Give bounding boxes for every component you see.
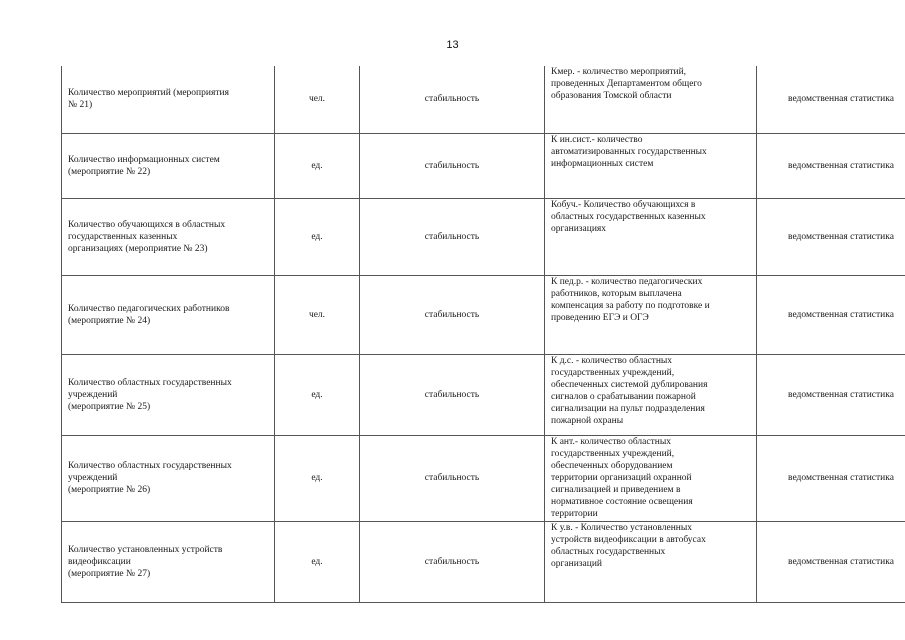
trend: стабильность	[424, 556, 480, 567]
unit-cell	[275, 521, 360, 602]
unit: ед.	[311, 231, 323, 242]
indicator-name: Количество установленных устройств видеофиксации (мероприятие № 27)	[68, 544, 223, 579]
trend-cell	[360, 275, 545, 354]
formula-cell	[545, 133, 757, 198]
formula: Кобуч.- Количество обучающихся в областных государственных казенных организациях	[551, 199, 706, 234]
table-row	[62, 133, 905, 198]
formula: К ант.- количество областных государственных учреждений, обеспеченных оборудованием территории организаций охранной сигнализацией и приведением в нормативное состояние освещения территории	[551, 436, 693, 519]
source: ведомственная статистика	[788, 160, 894, 171]
trend-cell	[360, 66, 545, 133]
indicators-table	[61, 66, 905, 603]
indicator-name-cell	[62, 354, 275, 435]
indicator-name: Количество областных государственных учреждений (мероприятие № 26)	[68, 461, 232, 495]
trend-cell	[360, 133, 545, 198]
unit-cell	[275, 198, 360, 275]
unit: чел.	[308, 309, 326, 320]
source-cell	[757, 354, 905, 435]
indicator-name-cell	[62, 133, 275, 198]
formula: К д.с. - количество областных государственных учреждений, обеспеченных системой дублирования сигналов о срабатывании пожарной сигнализации на пульт подразделения пожарной охраны	[551, 355, 708, 426]
indicator-name: Количество информационных систем (мероприятие № 22)	[68, 154, 220, 177]
trend: стабильность	[424, 231, 480, 242]
unit-cell	[275, 275, 360, 354]
source-cell	[757, 521, 905, 602]
unit-cell	[275, 354, 360, 435]
formula: К пед.р. - количество педагогических работников, которым выплачена компенсация за работу по подготовке и проведению ЕГЭ и ОГЭ	[551, 276, 710, 323]
trend: стабильность	[424, 473, 480, 483]
trend-cell	[360, 435, 545, 521]
indicator-name-cell	[62, 66, 275, 133]
formula-cell	[545, 354, 757, 435]
formula-cell	[545, 198, 757, 275]
indicator-name-cell	[62, 275, 275, 354]
source: ведомственная статистика	[788, 231, 894, 242]
source: ведомственная статистика	[788, 389, 894, 400]
indicator-name: Количество мероприятий (мероприятия № 21)	[68, 88, 229, 111]
source: ведомственная статистика	[788, 556, 894, 567]
formula: К у.в. - Количество установленных устройств видеофиксации в автобусах областных государственных организаций	[551, 522, 706, 569]
unit: ед.	[311, 556, 323, 567]
table-row	[62, 275, 905, 354]
unit-cell	[275, 435, 360, 521]
page-number: 13	[446, 39, 459, 51]
source-cell	[757, 133, 905, 198]
unit: ед.	[311, 160, 323, 171]
source-cell	[757, 435, 905, 521]
trend-cell	[360, 521, 545, 602]
unit: ед.	[311, 389, 323, 400]
indicator-name-cell	[62, 521, 275, 602]
indicator-name-cell	[62, 435, 275, 521]
unit: ед.	[311, 473, 323, 483]
source-cell	[757, 66, 905, 133]
source-cell	[757, 275, 905, 354]
source: ведомственная статистика	[788, 94, 894, 105]
source: ведомственная статистика	[788, 309, 894, 320]
formula: Кмер. - количество мероприятий, проведенных Департаментом общего образования Томской области	[551, 67, 702, 101]
unit-cell	[275, 133, 360, 198]
indicator-name: Количество областных государственных учреждений (мероприятие № 25)	[68, 377, 232, 412]
formula-cell	[545, 66, 757, 133]
indicator-name-cell	[62, 198, 275, 275]
trend: стабильность	[424, 389, 480, 400]
source: ведомственная статистика	[788, 473, 894, 483]
indicator-name: Количество педагогических работников (мероприятие № 24)	[68, 303, 230, 326]
table-row	[62, 435, 905, 521]
trend-cell	[360, 198, 545, 275]
table-row	[62, 198, 905, 275]
formula-cell	[545, 275, 757, 354]
table-row	[62, 521, 905, 602]
unit: чел.	[308, 94, 326, 105]
trend: стабильность	[424, 160, 480, 171]
table-row	[62, 66, 905, 133]
formula-cell	[545, 521, 757, 602]
unit-cell	[275, 66, 360, 133]
formula: К ин.сист.- количество автоматизированных государственных информационных систем	[551, 134, 707, 169]
table-row	[62, 354, 905, 435]
trend-cell	[360, 354, 545, 435]
formula-cell	[545, 435, 757, 521]
trend: стабильность	[424, 309, 480, 320]
trend: стабильность	[424, 94, 480, 105]
indicator-name: Количество обучающихся в областных государственных казенных организациях (мероприятие № 23)	[68, 219, 226, 254]
source-cell	[757, 198, 905, 275]
